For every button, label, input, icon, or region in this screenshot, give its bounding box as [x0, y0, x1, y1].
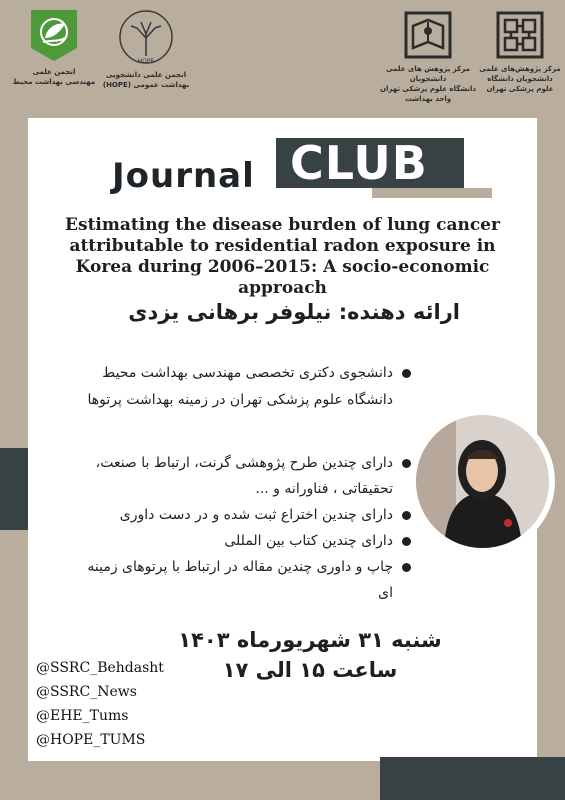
logo-environmental-health: [8, 8, 100, 87]
list-item: دارای چندین طرح پژوهشی گرنت، ارتباط با صنعت، تحقیقاتی ، فناورانه و ...: [70, 450, 415, 502]
list-item: دانشجوی دکتری تخصصی مهندسی بهداشت محیط دانشگاه علوم پزشکی تهران در زمینه بهداشت پرتوها: [55, 360, 415, 414]
bio-list-top: [55, 360, 415, 414]
presenter-name: ارائه دهنده: نیلوفر برهانی یزدی: [128, 300, 460, 324]
bullet-dot-icon: [402, 459, 411, 468]
presenter-photo: [416, 415, 549, 548]
bullet-dot-icon: [402, 369, 411, 378]
person-portrait-icon: [416, 415, 549, 548]
handle-ssrc-behdasht[interactable]: @SSRC_Behdasht: [36, 660, 164, 676]
logo-caption-4: مرکز پژوهش‌های علمی دانشجویان دانشگاه علوم پزشکی تهران: [479, 65, 561, 93]
logo-hope: [100, 8, 192, 90]
bio-list-bottom: [70, 450, 415, 606]
list-item: دارای چندین کتاب بین المللی: [70, 528, 415, 554]
bullet-dot-icon: [402, 511, 411, 520]
paper-title: Estimating the disease burden of lung cancer attributable to residential radon exposure in Korea during 2006–2015: A socio-economic approach: [65, 215, 500, 298]
book-ssrc-icon: [403, 10, 453, 60]
bullet-dot-icon: [402, 563, 411, 572]
logo-caption-3: مرکز پژوهش های علمی دانشجویان دانشگاه علوم پزشکی تهران واحد بهداشت: [379, 65, 477, 103]
social-handles: [36, 656, 164, 752]
leaf-globe-icon: [29, 8, 79, 63]
handle-ehe-tums[interactable]: @EHE_Tums: [36, 708, 129, 724]
handle-ssrc-news[interactable]: @SSRC_News: [36, 684, 137, 700]
hope-badge-text: HOPE: [137, 58, 155, 65]
list-item: دارای چندین اختراع ثبت شده و در دست داوری: [70, 502, 415, 528]
decor-corner-right: [380, 757, 565, 800]
decor-corner-left: [0, 530, 28, 800]
list-item: چاپ و داوری چندین مقاله در ارتباط با پرتوهای زمینه ای: [70, 554, 415, 606]
event-time: ساعت ۱۵ الی ۱۷: [222, 658, 398, 682]
decor-bottom-band: [0, 761, 380, 800]
tree-hope-icon: [117, 8, 175, 66]
logo-ssrc-health: [378, 10, 478, 104]
event-datetime: [170, 625, 450, 685]
club-word: CLUB: [290, 136, 428, 190]
tums-emblem-icon: [495, 10, 545, 60]
journal-word: Journal: [112, 156, 255, 196]
decor-strip: [0, 448, 28, 530]
logo-tums-ssrc: [476, 10, 564, 94]
event-date: شنبه ۳۱ شهریورماه ۱۴۰۳: [178, 628, 442, 652]
logo-caption-2: انجمن علمی دانشجویی بهداشت عمومی (HOPE): [102, 71, 190, 89]
logo-caption-1: انجمن علمی مهندسی بهداشت محیط: [12, 68, 96, 86]
handle-hope-tums[interactable]: @HOPE_TUMS: [36, 732, 146, 748]
bullet-dot-icon: [402, 537, 411, 546]
